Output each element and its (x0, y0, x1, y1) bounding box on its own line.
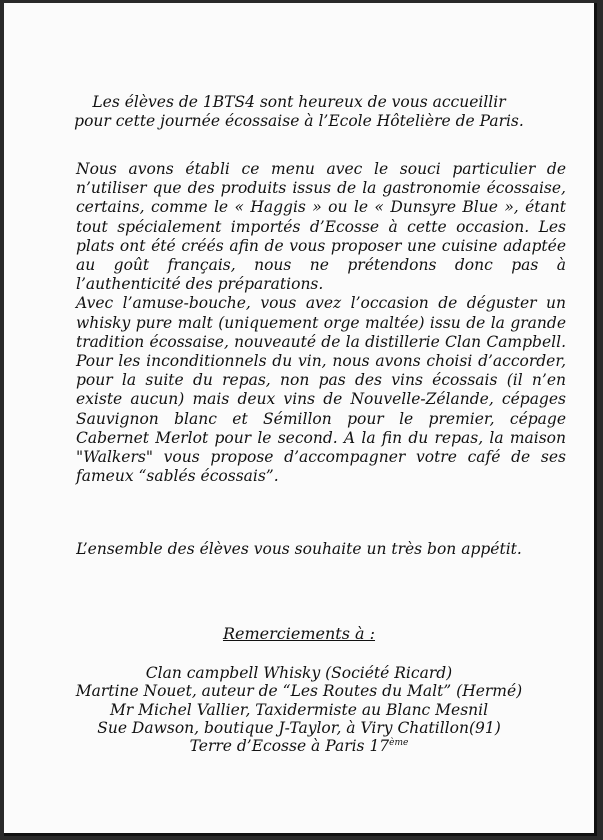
intro-text (4, 93, 594, 131)
paragraph-products: Nous avons établi ce menu avec le souci particulier de n’utiliser que des produits issus de la gastronomie écossaise, certains, comme le « Haggis » ou le « Dunsyre Blue », étant tout spécialement importés d’Ecosse à cette occasion. Les plats ont été créés afin de vous proposer une cuisine adaptée au goût français, nous ne prétendons donc pas à l’authenticité des préparations. (76, 160, 566, 294)
thanks-list (4, 664, 594, 755)
menu-page (4, 3, 597, 836)
thanks-item-text: Terre d’Ecosse à Paris 17 (189, 737, 390, 756)
closing-wish: L’ensemble des élèves vous souhaite un très bon appétit. (76, 540, 522, 558)
thanks-item-last (4, 737, 594, 755)
intro-line-2: pour cette journée écossaise à l’Ecole Hôtelière de Paris. (74, 112, 524, 130)
thanks-title: Remerciements à : (222, 624, 376, 643)
intro-line-1: Les élèves de 1BTS4 sont heureux de vous accueillir (92, 93, 506, 111)
superscript: ème (389, 738, 409, 749)
thanks-item: Martine Nouet, auteur de “Les Routes du Malt” (Hermé) (75, 682, 523, 701)
body-text (76, 160, 566, 486)
thanks-item: Clan campbell Whisky (Société Ricard) (145, 664, 453, 682)
thanks-item: Mr Michel Vallier, Taxidermiste au Blanc Mesnil (109, 700, 489, 719)
paragraph-drinks: Avec l’amuse-bouche, vous avez l’occasion de déguster un whisky pure malt (uniquement orge maltée) issu de la grande tradition écossaise, nouveauté de la distillerie Clan Campbell. Pour les inconditionnels du vin, nous avons choisi d’accorder, pour la suite du repas, non pas des vins écossais (il n’en existe aucun) mais deux vins de Nouvelle-Zélande, cépages Sauvignon blanc et Sémillon pour le premier, cépage Cabernet Merlot pour le second. A la fin du repas, la maison "Walkers" vous propose d’accompagner votre café de ses fameux “sablés écossais”. (76, 294, 566, 486)
thanks-item: Sue Dawson, boutique J-Taylor, à Viry Chatillon(91) (97, 718, 501, 737)
